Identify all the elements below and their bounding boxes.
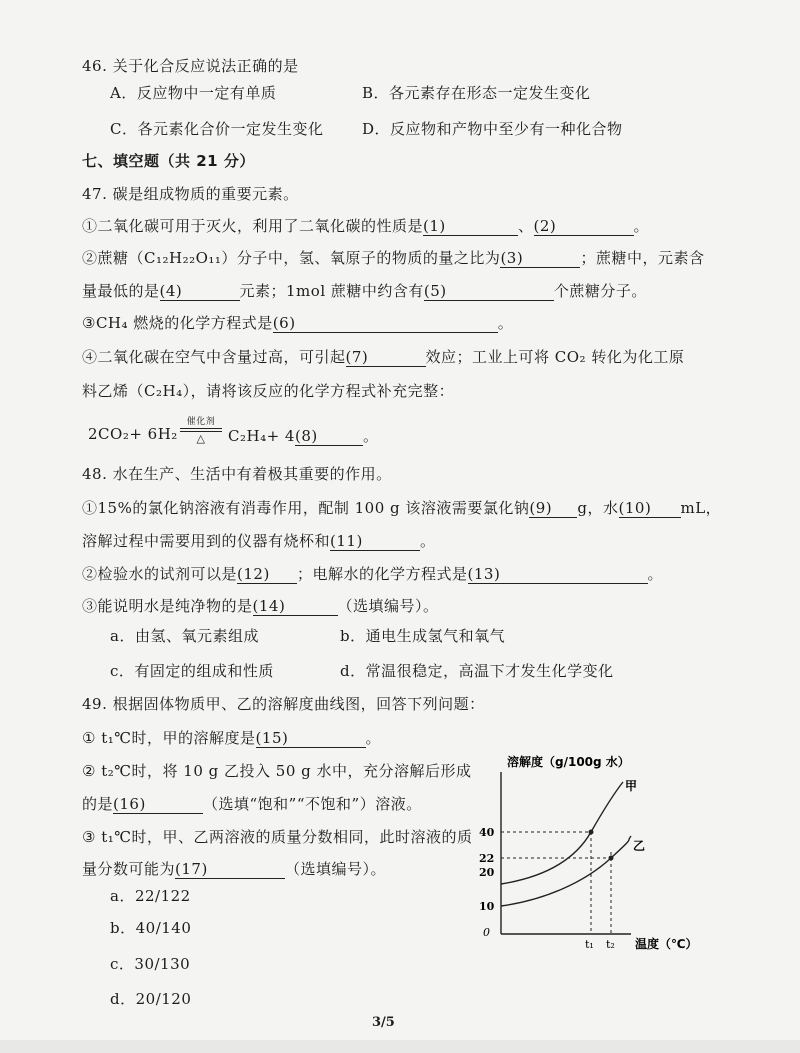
q46-option-d: D．反应物和产物中至少有一种化合物: [362, 120, 623, 138]
q47-stem: 47. 碳是组成物质的重要元素。: [82, 185, 299, 203]
series-label-yi: 乙: [633, 839, 646, 853]
q49-option-a: a．22/122: [110, 887, 191, 905]
blank-17[interactable]: (17): [175, 860, 285, 879]
curve-jia: [501, 782, 623, 884]
blank-10[interactable]: (10): [619, 499, 681, 518]
q47-line1: ①二氧化碳可用于灭火，利用了二氧化碳的性质是(1) 、(2) 。: [82, 217, 650, 235]
q49-line2: ② t₂℃时，将 10 g 乙投入 50 g 水中，充分溶解后形成: [82, 762, 472, 780]
q48-line4: ③能说明水是纯净物的是(14) （选填编号）。: [82, 597, 439, 615]
blank-8[interactable]: (8): [295, 427, 363, 446]
q47-line2: ②蔗糖（C₁₂H₂₂O₁₁）分子中，氢、氧原子的物质的量之比为(3) ；蔗糖中，元素含: [82, 249, 705, 267]
q49-line3: 的是(16) （选填“饱和”“不饱和”）溶液。: [82, 795, 422, 813]
q47-line5: ④二氧化碳在空气中含量过高，可引起(7) 效应；工业上可将 CO₂ 转化为化工原: [82, 348, 685, 366]
intersection-jia-t1: [589, 830, 594, 835]
equation-left: 2CO₂+ 6H₂: [88, 425, 178, 443]
equation-right: C₂H₄+ 4(8) 。: [228, 427, 379, 445]
blank-11[interactable]: (11): [330, 532, 420, 551]
blank-7[interactable]: (7): [346, 348, 426, 367]
ytick-20: 20: [479, 866, 495, 879]
blank-16[interactable]: (16): [113, 795, 203, 814]
q49-stem: 49. 根据固体物质甲、乙的溶解度曲线图，回答下列问题：: [82, 695, 485, 713]
q48-line2: 溶解过程中需要用到的仪器有烧杯和(11) 。: [82, 532, 436, 550]
section-title: 七、填空题（共 21 分）: [82, 152, 255, 170]
q46-option-a: A．反应物中一定有单质: [110, 84, 277, 102]
blank-9[interactable]: (9): [529, 499, 577, 518]
blank-2[interactable]: (2): [534, 217, 634, 236]
q48-stem: 48. 水在生产、生活中有着极其重要的作用。: [82, 465, 392, 483]
series-label-jia: 甲: [625, 779, 638, 793]
chart-xlabel: 温度（℃）: [635, 937, 698, 951]
xtick-t2: t₂: [606, 938, 615, 951]
q48-line1: ①15%的氯化钠溶液有消毒作用，配制 100 g 该溶液需要氯化钠(9) g，水(10) mL，: [82, 499, 722, 517]
q48-option-d: d．常温很稳定，高温下才发生化学变化: [340, 662, 614, 680]
equation-arrow: [180, 428, 222, 429]
q49-option-b: b．40/140: [110, 919, 192, 937]
q47-line3: 量最低的是(4) 元素；1mol 蔗糖中约含有(5) 个蔗糖分子。: [82, 282, 647, 300]
blank-15[interactable]: (15): [256, 729, 366, 748]
q48-option-b: b．通电生成氢气和氧气: [340, 627, 506, 645]
blank-3[interactable]: (3): [500, 249, 580, 268]
q49-option-c: c．30/130: [110, 955, 191, 973]
blank-5[interactable]: (5): [424, 282, 554, 301]
q47-line4: ③CH₄ 燃烧的化学方程式是(6) 。: [82, 314, 514, 332]
blank-1[interactable]: (1): [423, 217, 518, 236]
q49-line5: 量分数可能为(17) （选填编号）。: [82, 860, 387, 878]
q49-line1: ① t₁℃时，甲的溶解度是(15) 。: [82, 729, 382, 747]
ytick-22: 22: [479, 852, 495, 865]
blank-6[interactable]: (6): [273, 314, 498, 333]
xtick-t1: t₁: [585, 938, 594, 951]
q46-stem: 46. 关于化合反应说法正确的是: [82, 57, 299, 75]
q48-line3: ②检验水的试剂可以是(12) ；电解水的化学方程式是(13) 。: [82, 565, 664, 583]
q49-line4: ③ t₁℃时，甲、乙两溶液的质量分数相同，此时溶液的质: [82, 828, 473, 846]
ytick-0: 0: [483, 926, 490, 939]
q47-line6: 料乙烯（C₂H₄），请将该反应的化学方程式补充完整：: [82, 382, 455, 400]
chart-ylabel: 溶解度（g/100g 水）: [507, 755, 630, 769]
blank-13[interactable]: (13): [468, 565, 648, 584]
q48-option-c: c．有固定的组成和性质: [110, 662, 274, 680]
blank-4[interactable]: (4): [160, 282, 240, 301]
catalyst-label: 催化剂: [186, 417, 216, 427]
q46-option-b: B．各元素存在形态一定发生变化: [362, 84, 591, 102]
page-number: 3/5: [372, 1015, 395, 1030]
solubility-chart: [475, 752, 715, 972]
blank-14[interactable]: (14): [253, 597, 338, 616]
q46-option-c: C．各元素化合价一定发生变化: [110, 120, 324, 138]
q48-option-a: a．由氢、氧元素组成: [110, 627, 259, 645]
ytick-40: 40: [479, 826, 495, 839]
page-edge: [0, 1040, 800, 1053]
blank-12[interactable]: (12): [237, 565, 297, 584]
heat-symbol: △: [196, 432, 206, 445]
q49-option-d: d．20/120: [110, 990, 192, 1008]
ytick-10: 10: [479, 900, 495, 913]
intersection-yi-t2: [609, 856, 614, 861]
